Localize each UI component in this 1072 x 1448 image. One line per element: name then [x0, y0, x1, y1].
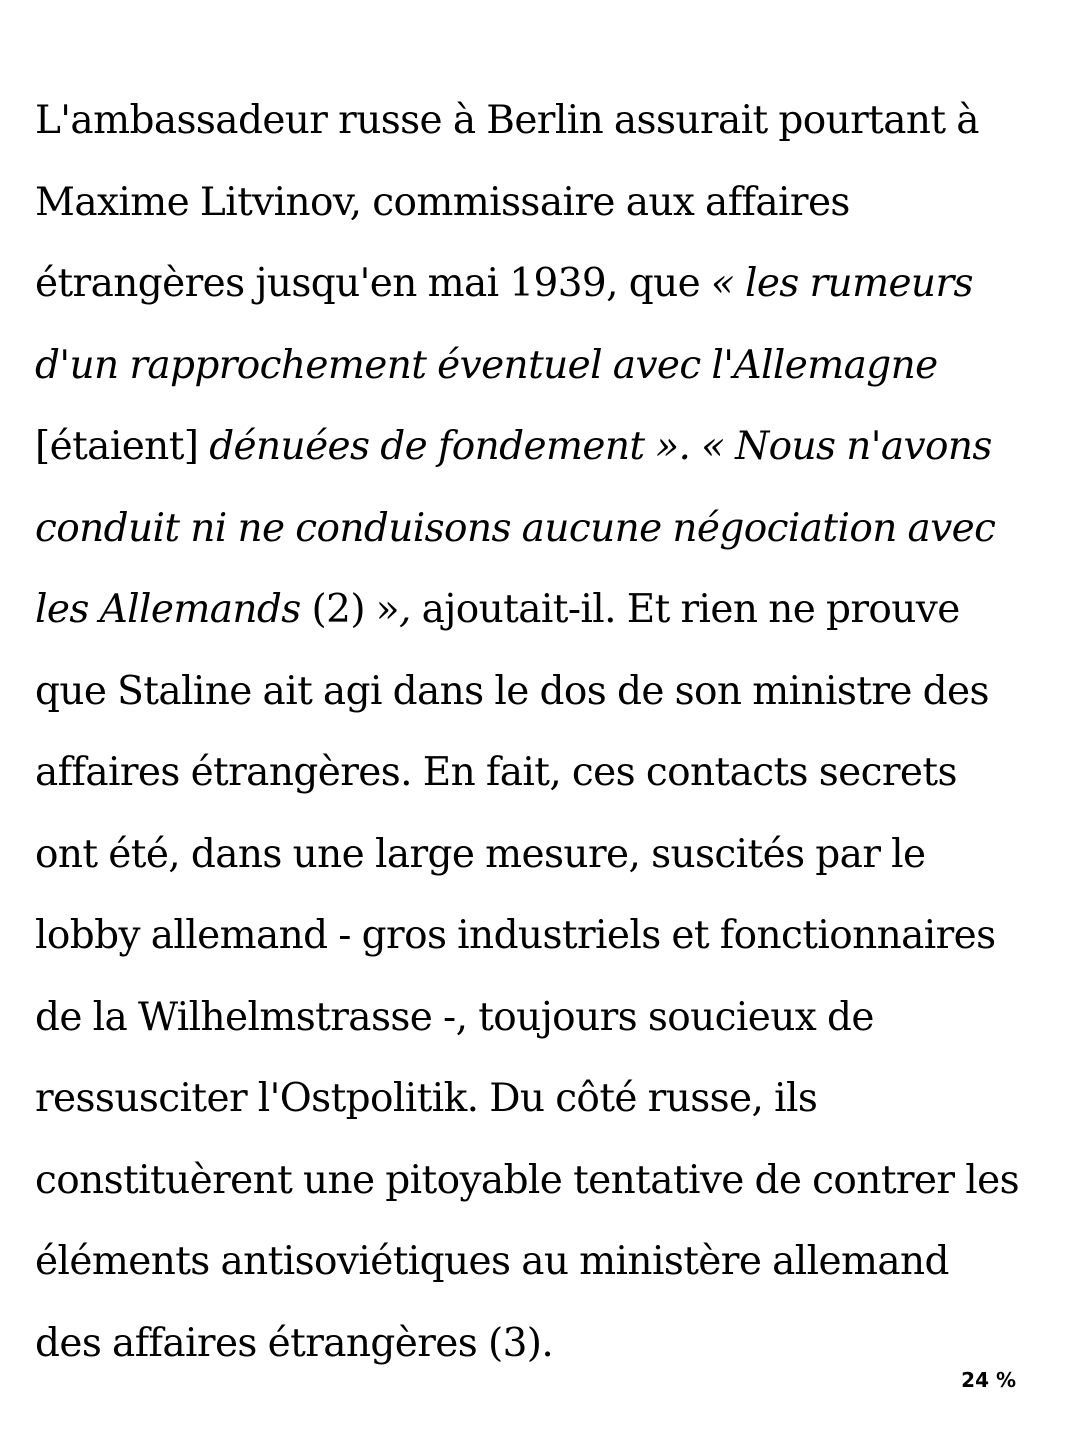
text-segment: étrangères jusqu'en mai 1939, que [35, 261, 711, 306]
text-segment: que Staline ait agi dans le dos de son ministre des [35, 668, 989, 714]
text-line [35, 732, 1055, 814]
text-line [35, 895, 1055, 977]
text-line [35, 488, 1055, 570]
text-line [35, 162, 1055, 244]
text-line [35, 651, 1055, 733]
text-line [35, 406, 1055, 488]
text-line [35, 1058, 1055, 1140]
text-segment: de la Wilhelmstrasse -, toujours soucieux de [35, 994, 874, 1040]
text-segment: affaires étrangères. En fait, ces contacts secrets [35, 750, 957, 795]
text-segment: ont été, dans une large mesure, suscités par le [35, 831, 926, 877]
body-paragraph [35, 80, 1055, 1384]
text-segment: éléments antisoviétiques au ministère allemand [35, 1239, 949, 1284]
text-line [35, 569, 1055, 651]
italic-text-segment: « les rumeurs [710, 261, 973, 306]
italic-text-segment: les Allemands [35, 587, 301, 632]
italic-text-segment: dénuées de fondement ». « Nous n'avons [209, 424, 992, 469]
text-segment: ressusciter l'Ostpolitik. Du côté russe, ils [35, 1076, 818, 1121]
text-segment: [étaient] [35, 424, 210, 469]
text-segment: Maxime Litvinov, commissaire aux affaires [35, 179, 850, 225]
text-line [35, 814, 1055, 896]
italic-text-segment: d'un rapprochement éventuel avec l'Allemagne [35, 342, 938, 388]
text-line [35, 243, 1055, 325]
text-line [35, 977, 1055, 1059]
reading-progress-indicator: 24 % [961, 1368, 1016, 1392]
text-line [35, 1303, 1055, 1385]
text-segment: (2) » [300, 587, 399, 632]
text-line [35, 1140, 1055, 1222]
text-segment: des affaires étrangères (3). [35, 1320, 554, 1366]
text-segment: ajoutait-il. Et rien ne prouve [410, 587, 960, 632]
text-segment: constituèrent une pitoyable tentative de contrer les [35, 1157, 1020, 1203]
italic-text-segment: conduit ni ne conduisons aucune négociation avec [35, 505, 996, 551]
text-segment: lobby allemand - gros industriels et fonctionnaires [35, 913, 996, 958]
text-line [35, 1221, 1055, 1303]
text-line [35, 325, 1055, 407]
italic-text-segment: , [399, 587, 411, 632]
text-line [35, 80, 1055, 162]
text-segment: L'ambassadeur russe à Berlin assurait pourtant à [35, 98, 979, 143]
